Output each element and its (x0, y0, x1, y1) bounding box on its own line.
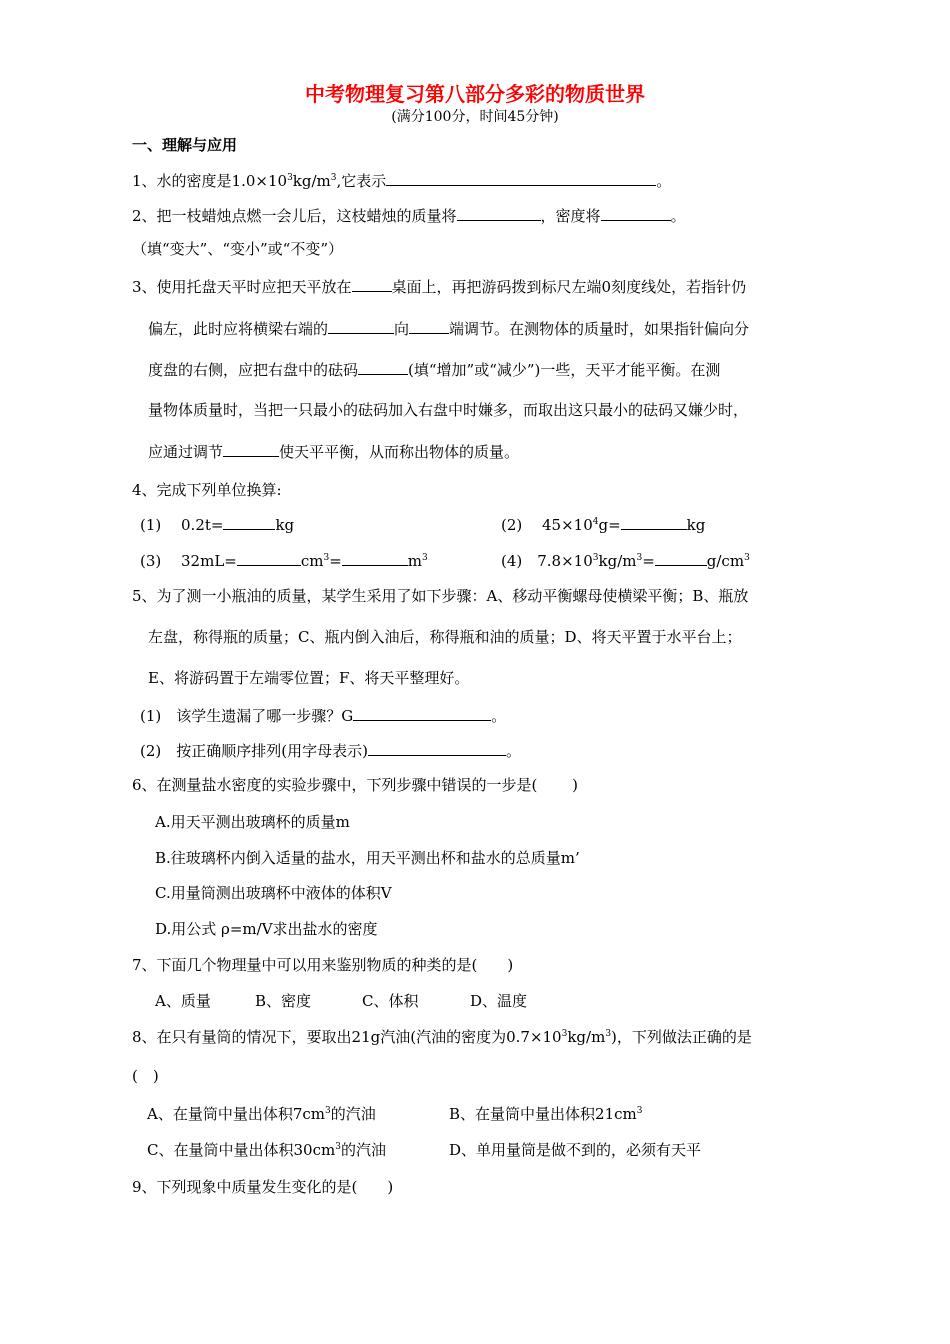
question-3-line-3: 度盘的右侧，应把右盘中的砝码 (填“增加”或“减少”)一些，天平才能平衡。在测 (148, 361, 721, 379)
question-3-line-1: 3、使用托盘天平时应把天平放在 桌面上，再把游码拨到标尺左端0刻度线处，若指针仍 (132, 278, 747, 296)
q6-option-b: B.往玻璃杯内倒入适量的盐水，用天平测出杯和盐水的总质量m’ (155, 849, 580, 867)
q5-sub-2: (2) 按正确顺序排列(用字母表示) 。 (140, 742, 521, 760)
answer-blank[interactable] (601, 205, 671, 221)
section-heading: 一、理解与应用 (132, 136, 238, 154)
question-5-line-3: E、将游码置于左端零位置；F、将天平整理好。 (148, 669, 470, 687)
answer-blank[interactable] (353, 705, 491, 721)
answer-blank[interactable] (342, 550, 408, 566)
q8-option-d: D、单用量筒是做不到的，必须有天平 (449, 1141, 702, 1159)
question-5-line-1: 5、为了测一小瓶油的质量，某学生采用了如下步骤：A、移动平衡螺母使横梁平衡；B、瓶放 (132, 587, 749, 605)
q6-option-a: A.用天平测出玻璃杯的质量m (155, 813, 350, 831)
q4-part-1: (1) 0.2t= kg (140, 516, 295, 534)
q7-option-a: A、质量 (155, 992, 211, 1010)
q4-part-4: (4) $7.8\times 10^3kg/m^3= g/cm^3$ (501, 552, 750, 570)
question-3-line-2: 偏左，此时应将横梁右端的 向 端调节。在测物体的质量时，如果指针偏向分 (148, 320, 750, 338)
question-3-line-4: 量物体质量时，当把一只最小的砝码加入右盘中时嫌多，而取出这只最小的砝码又嫌少时， (148, 401, 749, 419)
q8-option-a: A、在量筒中量出体积$7cm^3$的汽油 (147, 1105, 376, 1123)
answer-blank[interactable] (352, 276, 392, 292)
answer-blank[interactable] (457, 205, 541, 221)
question-1: 1、水的密度是$1.0\times 10^3kg/m^3$,它表示 。 (132, 172, 672, 190)
question-2: 2、把一枝蜡烛点燃一会儿后，这枝蜡烛的质量将 ，密度将 。 (132, 207, 686, 225)
answer-blank[interactable] (621, 514, 687, 530)
answer-blank[interactable] (368, 740, 506, 756)
question-3-line-5: 应通过调节 使天平平衡，从而称出物体的质量。 (148, 443, 520, 461)
q5-sub-1: (1) 该学生遗漏了哪一步骤？G 。 (140, 707, 507, 725)
q8-option-b: B、在量筒中量出体积$21cm^3$ (449, 1105, 643, 1123)
question-8-answer-paren: ( ) (132, 1067, 159, 1085)
answer-blank[interactable] (328, 318, 394, 334)
page-subtitle: (满分100分，时间45分钟) (391, 109, 559, 125)
answer-blank[interactable] (655, 550, 707, 566)
q4-part-2: (2) $45\times 10^4g=$ kg (501, 516, 706, 534)
answer-blank[interactable] (386, 170, 656, 186)
q7-option-b: B、密度 (255, 992, 312, 1010)
q7-option-c: C、体积 (362, 992, 419, 1010)
answer-blank[interactable] (358, 359, 408, 375)
question-5-line-2: 左盘，称得瓶的质量；C、瓶内倒入油后，称得瓶和油的质量；D、将天平置于水平台上； (148, 628, 742, 646)
q6-option-c: C.用量筒测出玻璃杯中液体的体积V (155, 884, 392, 902)
answer-blank[interactable] (223, 514, 275, 530)
q6-option-d: D.用公式 ρ=m/V求出盐水的密度 (155, 920, 378, 938)
question-9: 9、下列现象中质量发生变化的是( ) (132, 1178, 394, 1196)
question-7: 7、下面几个物理量中可以用来鉴别物质的种类的是( ) (132, 956, 514, 974)
question-4: 4、完成下列单位换算: (132, 481, 282, 499)
question-8: 8、在只有量筒的情况下，要取出21g汽油(汽油的密度为$0.7\times 10^3kg/m^3$)，下列做法正确的是 (132, 1028, 752, 1046)
page-title: 中考物理复习第八部分多彩的物质世界 (305, 82, 645, 106)
question-6: 6、在测量盐水密度的实验步骤中，下列步骤中错误的一步是( ) (132, 776, 579, 794)
q7-option-d: D、温度 (470, 992, 528, 1010)
q4-part-3: (3) $32mL= cm^3= m^3$ (140, 552, 428, 570)
answer-blank[interactable] (409, 318, 449, 334)
question-2-note: （填“变大”、“变小”或“不变”） (132, 240, 344, 258)
answer-blank[interactable] (223, 441, 279, 457)
q8-option-c: C、在量筒中量出体积$30cm^3$的汽油 (147, 1141, 386, 1159)
answer-blank[interactable] (237, 550, 301, 566)
